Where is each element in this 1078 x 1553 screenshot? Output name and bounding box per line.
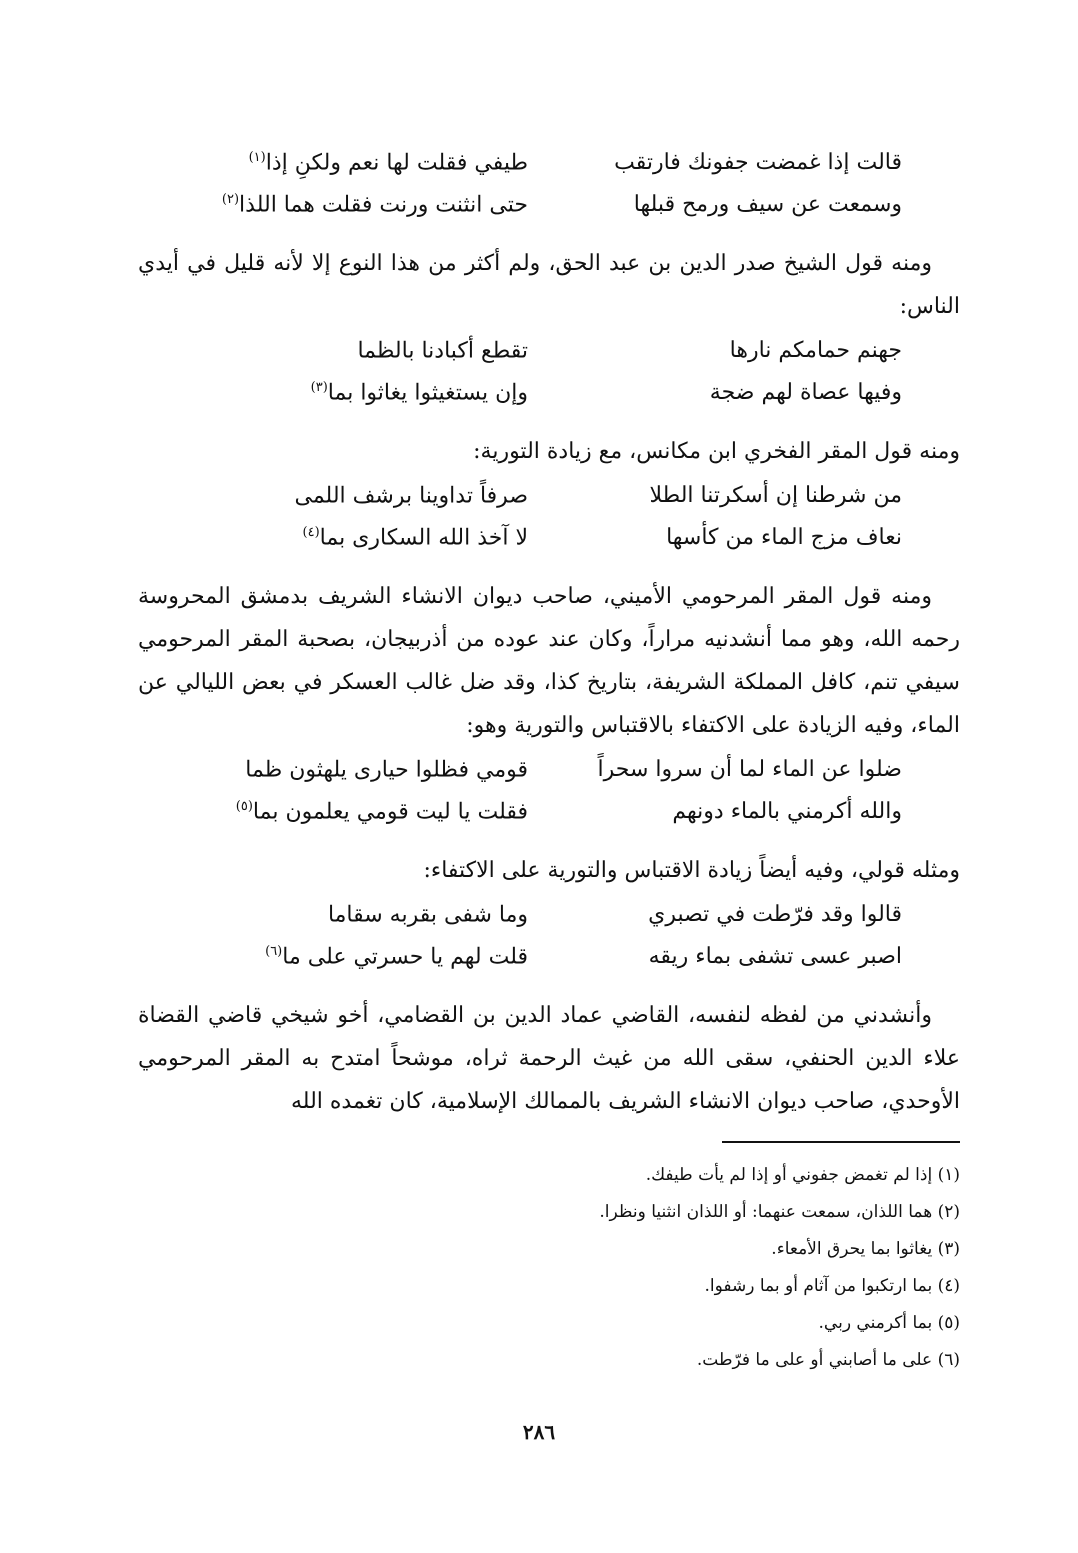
hemistich-text: فقلت يا ليت قومي يعلمون بما	[252, 799, 528, 825]
footnote-marker: (٦)	[265, 944, 283, 959]
footnote: (١) إذا لم تغمض جفوني أو إذا لم يأت طيفك.	[645, 1165, 960, 1185]
verse-line	[138, 150, 902, 192]
verse-line	[138, 338, 902, 380]
verse-line	[138, 799, 902, 841]
verse-second-hemistich	[138, 150, 528, 175]
hemistich-text: لا آخذ الله السكارى بما	[319, 525, 528, 551]
hemistich-text: طيفي فقلت لها نعم ولكنِ إذا	[265, 150, 528, 176]
hemistich-text: وإن يستغيثوا يغاثوا بما	[327, 380, 528, 406]
poem-1	[138, 150, 902, 234]
verse-first-hemistich: قالوا وقد فرّطت في تصبري	[648, 902, 902, 928]
hemistich-text: قومي فظلوا حيارى يلهثون ظما	[245, 757, 528, 783]
verse-line	[138, 483, 902, 525]
prose-paragraph: ومنه قول المقر المرحومي الأميني، صاحب ديوان الانشاء الشريف بدمشق المحروسة رحمه الله، وهو مما أنشدنيه مراراً، وكان عند عوده من أذربيجان، بصحبة المقر المرحومي سيفي تنم، كافل المملكة الشريفة، بتاريخ كذا، وقد ضل غالب العسكر في بعض الليالي عن الماء، وفيه الزيادة على الاكتفاء بالاقتباس والتورية وهو:	[138, 584, 960, 738]
verse-second-hemistich	[138, 525, 528, 550]
verse-second-hemistich	[138, 902, 528, 927]
verse-line	[138, 757, 902, 799]
footnote-marker: (٢)	[221, 192, 240, 207]
poem-4	[138, 757, 902, 841]
hemistich-text: قلت لهم يا حسرتي على ما	[282, 944, 528, 970]
prose-paragraph: ومنه قول المقر الفخري ابن مكانس، مع زيادة التورية:	[473, 439, 960, 464]
footnote: (٢) هما اللذان، سمعت عنهما: أو اللذان انثنيا ونظرا.	[599, 1202, 960, 1222]
footnote-marker: (٣)	[310, 380, 328, 395]
verse-second-hemistich	[138, 338, 528, 363]
poem-5	[138, 902, 902, 986]
hemistich-text: تقطع أكبادنا بالظما	[357, 338, 528, 364]
verse-line	[138, 192, 902, 234]
verse-first-hemistich: والله أكرمني بالماء دونهم	[672, 799, 902, 825]
verse-line	[138, 525, 902, 567]
page-number: ٢٨٦	[522, 1420, 556, 1444]
footnote-divider	[722, 1141, 960, 1143]
verse-first-hemistich: اصبر عسى تشفى بماء ريقه	[648, 944, 902, 970]
verse-second-hemistich	[138, 483, 528, 508]
verse-first-hemistich: نعاف مزج الماء من كأسها	[666, 525, 902, 551]
footnote-marker: (٤)	[302, 525, 320, 540]
verse-second-hemistich	[138, 944, 528, 969]
verse-second-hemistich	[138, 380, 528, 405]
prose-paragraph: ومنه قول الشيخ صدر الدين بن عبد الحق، ولم أكثر من هذا النوع إلا لأنه قليل في أيدي الناس:	[138, 251, 960, 319]
verse-line	[138, 380, 902, 422]
verse-line	[138, 944, 902, 986]
footnote-marker: (٥)	[235, 799, 253, 814]
verse-second-hemistich	[138, 192, 528, 217]
hemistich-text: حتى انثنت ورنت فقلت هما اللذا	[239, 192, 528, 218]
hemistich-text: وما شفى بقربه سقاما	[327, 902, 528, 928]
verse-first-hemistich: جهنم حمامكم نارها	[729, 338, 902, 364]
poem-3	[138, 483, 902, 567]
prose-paragraph: ومثله قولي، وفيه أيضاً زيادة الاقتباس والتورية على الاكتفاء:	[423, 858, 960, 883]
footnotes	[138, 1157, 960, 1379]
verse-first-hemistich: وسمعت عن سيف ورمح قبلها	[633, 192, 902, 218]
footnote: (٤) بما ارتكبوا من آثام أو بما رشفوا.	[704, 1276, 960, 1296]
footnote: (٣) يغاثوا بما يحرق الأمعاء.	[771, 1239, 960, 1259]
verse-line	[138, 902, 902, 944]
hemistich-text: صرفاً تداوينا برشف اللمى	[294, 483, 528, 509]
prose-paragraph: وأنشدني من لفظه لنفسه، القاضي عماد الدين بن القضامي، أخو شيخي قاضي القضاة علاء الدين الحنفي، سقى الله من غيث الرحمة ثراه، موشحاً امتدح به المقر المرحومي الأوحدي، صاحب ديوان الانشاء الشريف بالممالك الإسلامية، كان تغمده الله	[138, 1003, 960, 1114]
verse-second-hemistich	[138, 757, 528, 782]
verse-first-hemistich: قالت إذا غمضت جفونك فارتقب	[614, 150, 902, 176]
footnote: (٦) على ما أصابني أو على ما فرّطت.	[696, 1350, 960, 1370]
verse-second-hemistich	[138, 799, 528, 824]
verse-first-hemistich: ضلوا عن الماء لما أن سروا سحراً	[597, 757, 902, 783]
poem-2	[138, 338, 902, 422]
verse-first-hemistich: من شرطنا إن أسكرتنا الطلا	[649, 483, 902, 509]
footnote-marker: (١)	[248, 150, 266, 165]
verse-first-hemistich: وفيها عصاة لهم ضجة	[709, 380, 902, 406]
footnote: (٥) بما أكرمني ربي.	[818, 1313, 960, 1333]
